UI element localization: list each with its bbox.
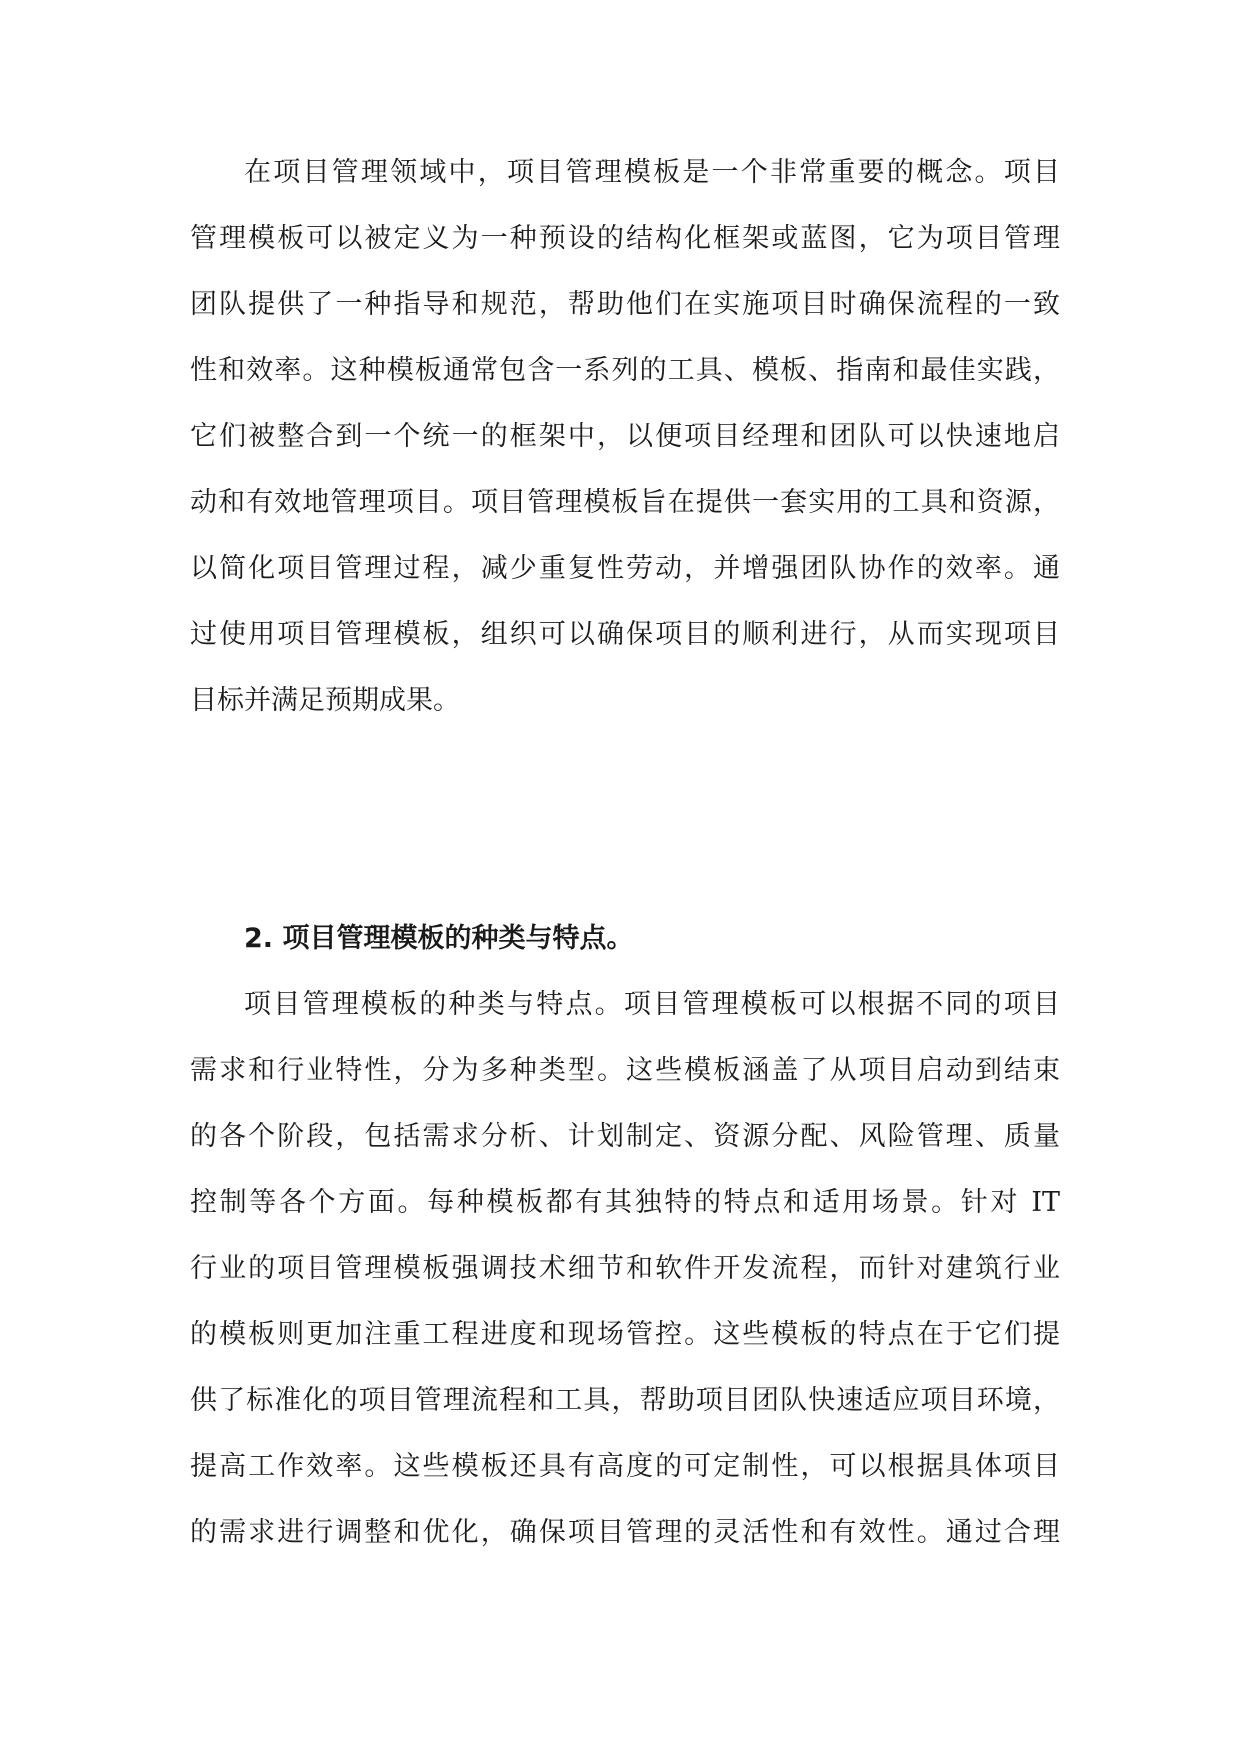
- paragraph-line: 行业的项目管理模板强调技术细节和软件开发流程，而针对建筑行业: [190, 1253, 1060, 1284]
- paragraph-line: 它们被整合到一个统一的框架中，以便项目经理和团队可以快速地启: [190, 421, 1060, 452]
- paragraph-template-types: [190, 972, 1060, 1566]
- paragraph-line: 在项目管理领域中，项目管理模板是一个非常重要的概念。项目: [244, 157, 1060, 188]
- paragraph-line: 供了标准化的项目管理流程和工具，帮助项目团队快速适应项目环境，: [190, 1385, 1060, 1416]
- paragraph-line: 项目管理模板的种类与特点。项目管理模板可以根据不同的项目: [244, 989, 1060, 1020]
- paragraph-line: 需求和行业特性，分为多种类型。这些模板涵盖了从项目启动到结束: [190, 1055, 1060, 1086]
- paragraph-line: 提高工作效率。这些模板还具有高度的可定制性，可以根据具体项目: [190, 1451, 1060, 1482]
- paragraph-line: 控制等各个方面。每种模板都有其独特的特点和适用场景。针对 IT: [190, 1187, 1060, 1218]
- paragraph-line: 目标并满足预期成果。: [190, 685, 460, 716]
- paragraph-line: 的模板则更加注重工程进度和现场管控。这些模板的特点在于它们提: [190, 1319, 1060, 1350]
- section-heading: [190, 906, 1060, 972]
- paragraph-line: 过使用项目管理模板，组织可以确保项目的顺利进行，从而实现项目: [190, 619, 1060, 650]
- paragraph-line: 动和有效地管理项目。项目管理模板旨在提供一套实用的工具和资源，: [190, 487, 1060, 518]
- section-heading-text: 2. 项目管理模板的种类与特点。: [244, 923, 634, 954]
- paragraph-line: 团队提供了一种指导和规范，帮助他们在实施项目时确保流程的一致: [190, 289, 1060, 320]
- paragraph-line: 的各个阶段，包括需求分析、计划制定、资源分配、风险管理、质量: [190, 1121, 1060, 1152]
- paragraph-line: 管理模板可以被定义为一种预设的结构化框架或蓝图，它为项目管理: [190, 223, 1060, 254]
- paragraph-line: 的需求进行调整和优化，确保项目管理的灵活性和有效性。通过合理: [190, 1517, 1060, 1548]
- paragraph-line: 性和效率。这种模板通常包含一系列的工具、模板、指南和最佳实践，: [190, 355, 1060, 386]
- paragraph-line: 以简化项目管理过程，减少重复性劳动，并增强团队协作的效率。通: [190, 553, 1060, 584]
- paragraph-intro: [190, 140, 1060, 734]
